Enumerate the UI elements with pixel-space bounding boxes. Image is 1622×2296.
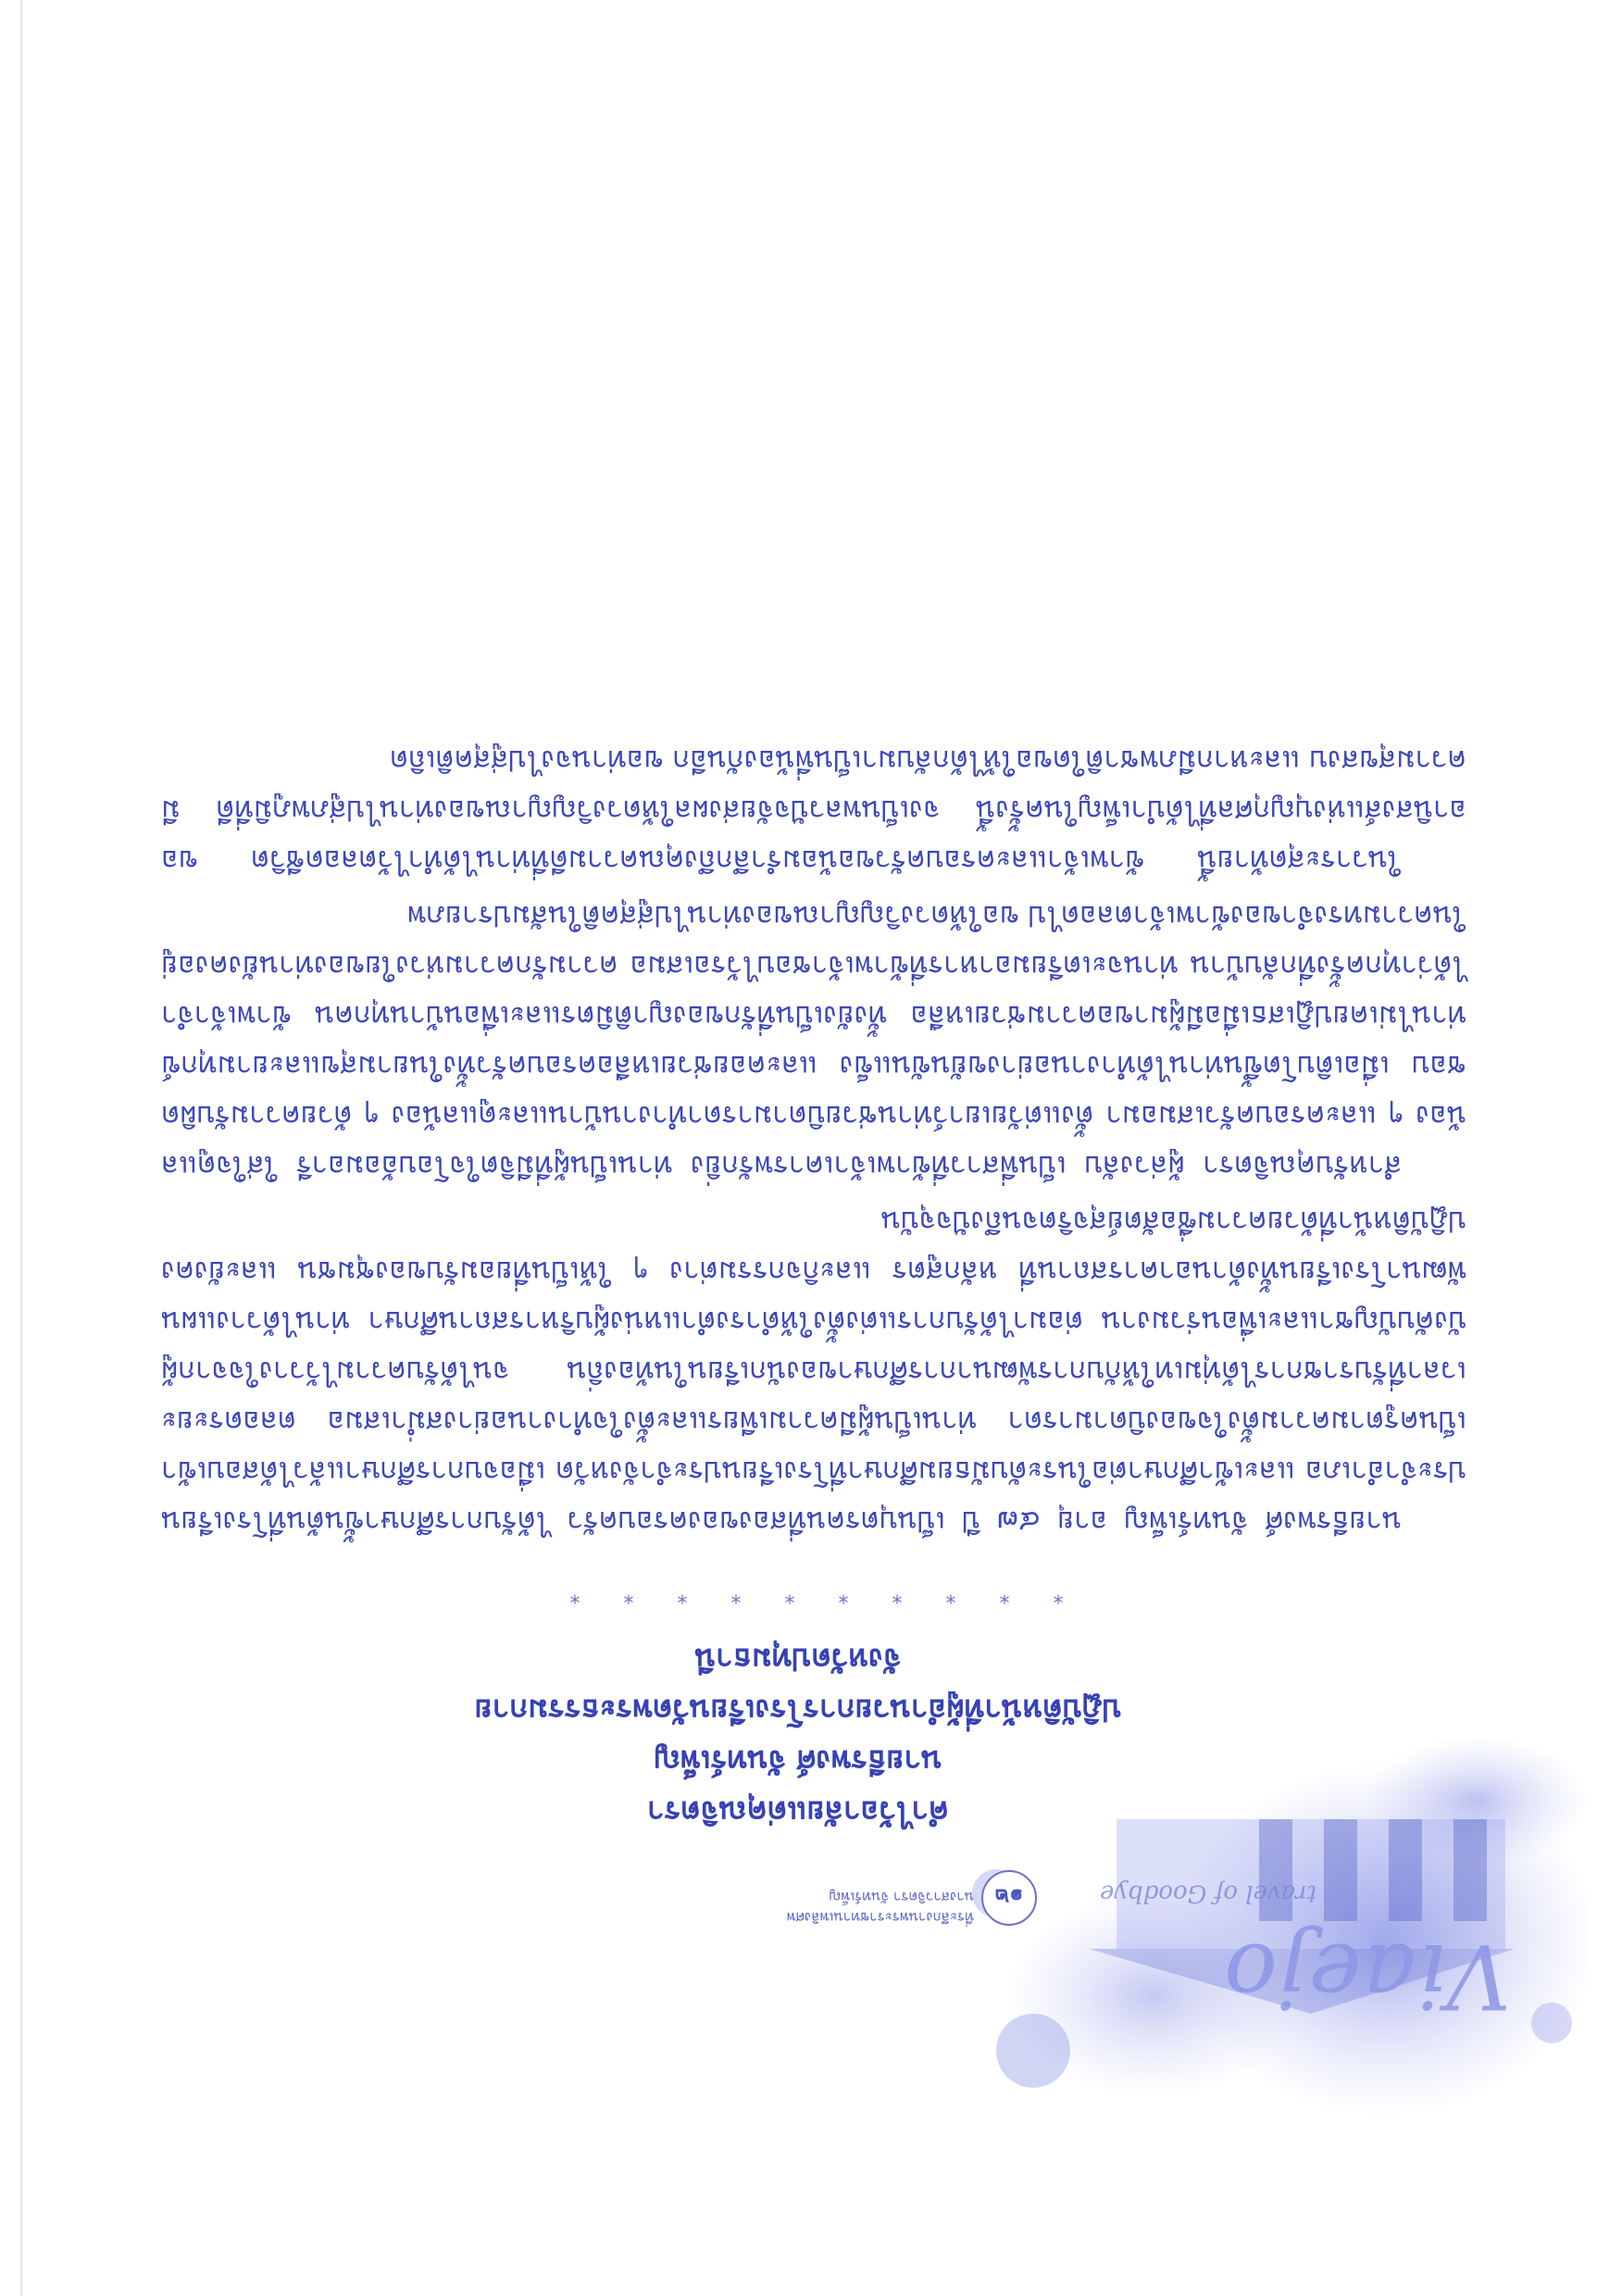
footer-line-1: ที่ระลึกงานพระราชทานเพลิงศพ	[786, 1909, 974, 1926]
watermark-title: Viaejo	[1222, 1924, 1511, 2028]
dedication-author: นายธีรพงศ์ จันทร์เพ็ญ	[654, 1743, 942, 1779]
dedication-position: ปฏิบัติหน้าที่ผู้อำนวยการโรงเรียนวัดพระธรรมกาย	[474, 1692, 1122, 1728]
scan-edge-line	[20, 0, 22, 2296]
paragraph-2: สำหรับคุณจิตรา ผู้ล่วงลับ เป็นพี่สาวที่ข้าพเจ้าเคารพรักยิ่ง ท่านเป็นผู้ที่มีจิตใจโอบอ้อมอารี ใส่ใจดูแลน้อง ๆ และครอบครัวเสมอมา ตั้งแต่วัยเยาว์ท่านช่วยบิดามารดาทำงานบ้านและดูแลน้อง ๆ ด้วยความรับผิดชอบ เมื่อเติบโตขึ้นท่านได้ทำงานอย่างขยันขันแข็ง และคอยช่วยเหลือครอบครัวทั้งในยามสุขและยามทุกข์ ท่านไม่เคยปฏิเสธเมื่อมีผู้มาขอความช่วยเหลือ ทั้งยังเป็นที่รักของญาติมิตรและเพื่อนบ้านทุกคน ข้าพเจ้าจำได้ว่าทุกครั้งที่กลับบ้าน ท่านจะเตรียมอาหารที่ข้าพเจ้าชอบไว้รอเสมอ ความรักความห่วงใยของท่านยังคงอยู่ในความทรงจำของข้าพเจ้าตลอดไป ขอให้ดวงวิญญาณของท่านไปสู่สุคติในสัมปรายภพ	[161, 899, 1466, 1182]
dedication-title: คำไว้อาลัยแด่คุณจิตรา	[646, 1794, 950, 1830]
section-divider-stars: * * * * * * * * * *	[551, 1583, 1064, 1606]
footer-line-2: นางสาวจิตรา จันทร์เพ็ญ	[829, 1889, 974, 1905]
dedication-province: จังหวัดปทุมธานี	[694, 1641, 902, 1678]
body-text	[161, 730, 1466, 1546]
paragraph-1: นายธีรพงศ์ จันทร์เพ็ญ อายุ ๔๗ ปี เป็นบุตรคนที่สองของครอบครัว ได้รับการศึกษาขั้นต้นที่โรงเรียนประจำอำเภอ และเข้าศึกษาต่อในระดับมัธยมศึกษาที่โรงเรียนประจำจังหวัด เมื่อจบการศึกษาแล้วได้สอบเข้าเป็นครูตามความตั้งใจของบิดามารดา ท่านเป็นผู้มีความเพียรและตั้งใจทำงานอย่างสม่ำเสมอ ตลอดระยะเวลาที่รับราชการได้ทุ่มเทให้กับการพัฒนาการศึกษาของนักเรียนในท้องถิ่น จนได้รับความไว้วางใจจากผู้บังคับบัญชาและเพื่อนร่วมงาน ต่อมาได้รับการแต่งตั้งให้ดำรงตำแหน่งผู้บริหารสถานศึกษา ท่านได้วางแผนพัฒนาโรงเรียนทั้งด้านอาคารสถานที่ หลักสูตร และกิจกรรมต่าง ๆ ให้เป็นที่ยอมรับของชุมชน และยังคงปฏิบัติหน้าที่ด้วยความซื่อสัตย์สุจริตจนถึงปัจจุบัน	[161, 1204, 1466, 1538]
paragraph-3: ในวาระสุดท้ายนี้ ข้าพเจ้าและครอบครัวขอน้อมรำลึกถึงคุณความดีที่ท่านได้ทำไว้ตลอดชีวิต ขออานิสงส์แห่งบุญกุศลที่ได้บำเพ็ญในครั้งนี้ จงเป็นพลวปัจจัยส่งผลให้ดวงวิญญาณของท่านไปสู่ภพภูมิที่ดี มีความสุขสงบ และหากมีภพชาติใดขอให้ได้กลับมาเป็นพี่น้องกันอีก ขอท่านจงไปสู่สุคติเถิด	[161, 743, 1466, 877]
watermark-subtitle: travel of Goodbye	[1099, 1879, 1316, 1907]
running-footer	[622, 1887, 974, 1928]
page-number: ๑๒	[981, 1870, 1037, 1926]
dedication-block	[335, 1634, 1261, 1838]
